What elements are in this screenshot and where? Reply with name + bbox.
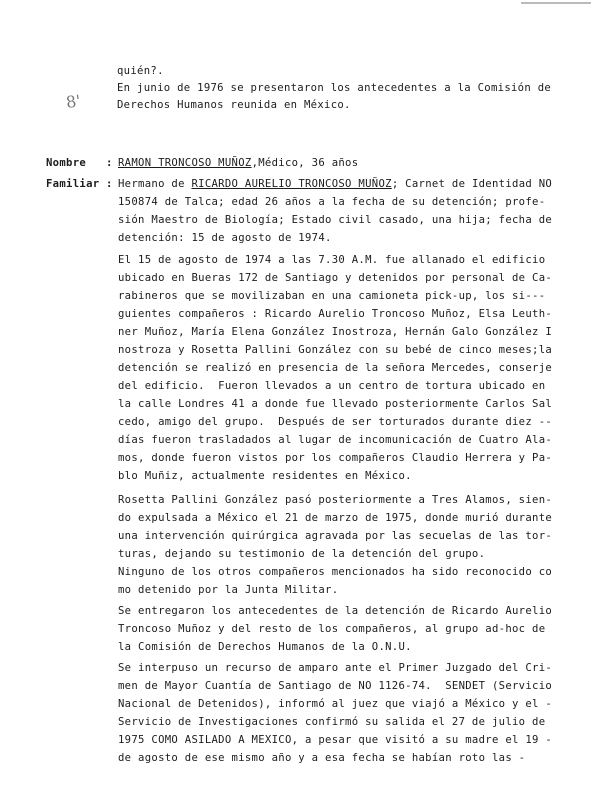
- body-line: detención: 15 de agosto de 1974.: [118, 232, 332, 244]
- corner-scan-mark: [521, 2, 591, 4]
- body-line: guientes compañeros : Ricardo Aurelio Troncoso Muñoz, Elsa Leuth-: [118, 308, 553, 320]
- familiar-line: [118, 177, 552, 191]
- colon-familiar: :: [106, 178, 113, 190]
- body-line: Se entregaron los antecedentes de la detención de Ricardo Aurelio: [118, 605, 553, 617]
- label-nombre: Nombre: [46, 157, 87, 169]
- label-familiar: Familiar: [46, 178, 100, 190]
- body-line: la Comisión de Derechos Humanos de la O.N.U.: [118, 641, 412, 653]
- body-line: blo Muñiz, actualmente residentes en México.: [118, 470, 412, 482]
- detainee-name-ricardo: RICARDO AURELIO TRONCOSO MUÑOZ: [191, 178, 392, 190]
- body-line: Rosetta Pallini González pasó posteriormente a Tres Alamos, sien-: [118, 494, 553, 506]
- intro-line-1: quién?.: [117, 65, 164, 77]
- body-line: del edificio. Fueron llevados a un centro de tortura ubicado en: [118, 380, 546, 392]
- body-line: Se interpuso un recurso de amparo ante el Primer Juzgado del Cri-: [118, 662, 553, 674]
- body-line: do expulsada a México el 21 de marzo de 1975, donde murió durante: [118, 512, 553, 524]
- body-line: cedo, amigo del grupo. Después de ser torturados durante diez --: [118, 416, 553, 428]
- body-line: 1975 COMO ASILADO A MEXICO, a pesar que visitó a su madre el 19 -: [118, 734, 553, 746]
- colon-nombre: :: [106, 157, 113, 169]
- body-line: sión Maestro de Biología; Estado civil casado, una hija; fecha de: [118, 214, 553, 226]
- body-line: Ninguno de los otros compañeros mencionados ha sido reconocido co: [118, 566, 553, 578]
- body-line: 150874 de Talca; edad 26 años a la fecha de su detención; profe-: [118, 196, 546, 208]
- familiar-post: ; Carnet de Identidad NO: [391, 178, 553, 190]
- body-line: El 15 de agosto de 1974 a las 7.30 A.M. fue allanado el edificio: [118, 254, 546, 266]
- body-line: mos, donde fueron vistos por los compañeros Claudio Herrera y Pa-: [118, 452, 553, 464]
- margin-handwritten-mark: 8': [64, 91, 82, 112]
- name-line-rest: ,Médico, 36 años: [251, 157, 359, 169]
- body-line: Servicio de Investigaciones confirmó su salida el 27 de julio de: [118, 716, 546, 728]
- body-line: mo detenido por la Junta Militar.: [118, 584, 339, 596]
- body-line: días fueron trasladados al lugar de incomunicación de Cuatro Ala-: [118, 434, 553, 446]
- body-line: turas, dejando su testimonio de la detención del grupo.: [118, 548, 486, 560]
- familiar-pre: Hermano de: [118, 178, 192, 190]
- body-line: una intervención quirúrgica agravada por las secuelas de las tor-: [118, 530, 553, 542]
- body-line: Troncoso Muñoz y del resto de los compañeros, al grupo ad-hoc de: [118, 623, 546, 635]
- body-line: ubicado en Bueras 172 de Santiago y detenidos por personal de Ca-: [118, 272, 553, 284]
- body-line: Nacional de Detenidos), informó al juez que viajó a México y el -: [118, 698, 553, 710]
- body-line: nostroza y Rosetta Pallini González con su bebé de cinco meses;la: [118, 344, 553, 356]
- body-line: ner Muñoz, María Elena González Inostroza, Hernán Galo González I: [118, 326, 553, 338]
- intro-line-2: En junio de 1976 se presentaron los antecedentes a la Comisión de: [117, 82, 552, 94]
- body-line: men de Mayor Cuantía de Santiago de NO 1126-74. SENDET (Servicio: [118, 680, 553, 692]
- intro-line-3: Derechos Humanos reunida en México.: [117, 99, 351, 111]
- body-line: detención se realizó en presencia de la señora Mercedes, conserje: [118, 362, 553, 374]
- body-line: rabineros que se movilizaban en una camioneta pick-up, los si---: [118, 290, 546, 302]
- name-line: [118, 156, 358, 170]
- body-line: la calle Londres 41 a donde fue llevado posteriormente Carlos Sal: [118, 398, 553, 410]
- body-line: de agosto de ese mismo año y a esa fecha se habían roto las -: [118, 752, 526, 764]
- detainee-name-ramon: RAMON TRONCOSO MUÑOZ: [118, 157, 252, 169]
